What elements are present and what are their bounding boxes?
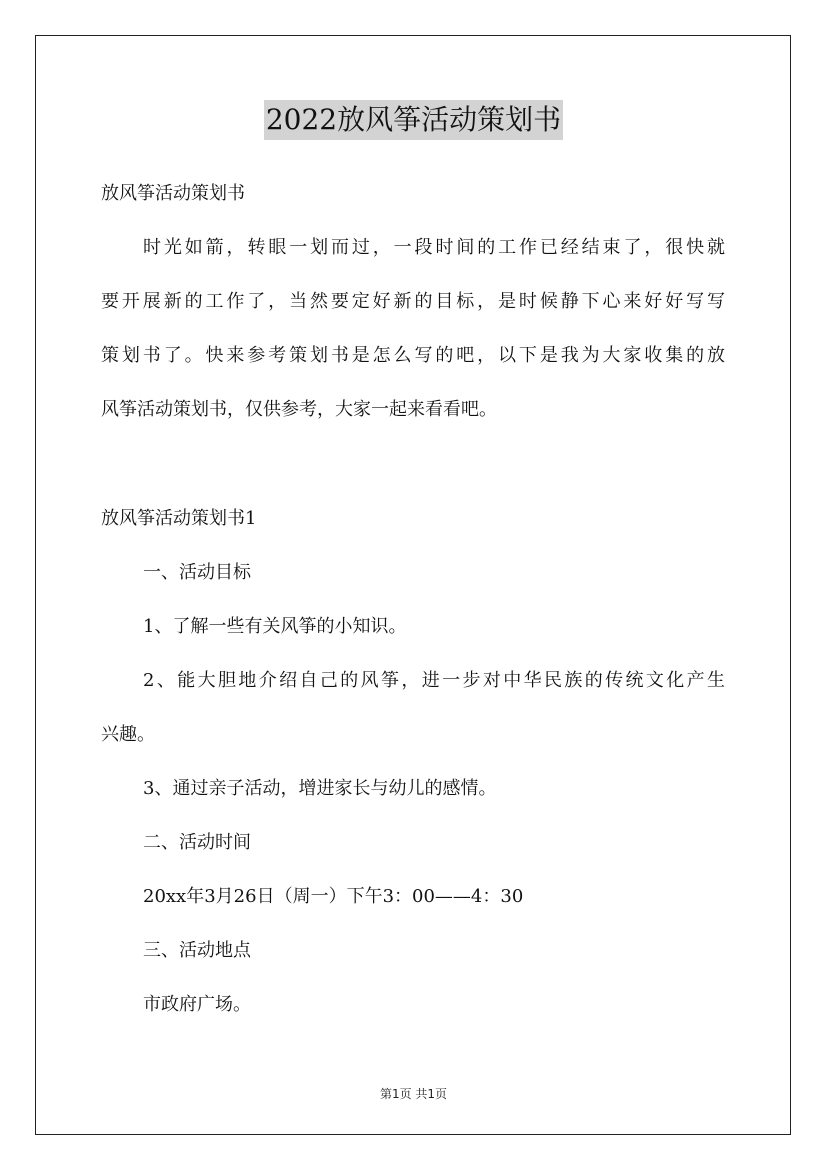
time-text: 20xx年3月26日（周一）下午3：00——4：30 [143,886,524,907]
paragraph-line: 时光如箭，转眼一划而过，一段时间的工作已经结束了，很快就 [143,237,725,258]
title-container [0,100,827,140]
subheading: 一、活动目标 [143,562,251,583]
subheading: 三、活动地点 [143,940,251,961]
document-title: 2022放风筝活动策划书 [264,100,563,140]
list-item-continuation: 兴趣。 [101,724,155,745]
location-text: 市政府广场。 [143,994,251,1015]
list-item: 1、了解一些有关风筝的小知识。 [143,616,407,637]
paragraph-line: 要开展新的工作了，当然要定好新的目标，是时候静下心来好好写写 [101,291,725,312]
page-footer: 第1页 共1页 [379,1087,448,1101]
section-heading: 放风筝活动策划书1 [101,508,257,529]
paragraph-line: 风筝活动策划书，仅供参考，大家一起来看看吧。 [101,399,497,420]
paragraph-line: 策划书了。快来参考策划书是怎么写的吧，以下是我为大家收集的放 [101,345,725,366]
subheading: 二、活动时间 [143,832,251,853]
list-item: 2、能大胆地介绍自己的风筝，进一步对中华民族的传统文化产生 [143,670,725,691]
list-item: 3、通过亲子活动，增进家长与幼儿的感情。 [143,778,497,799]
section-heading: 放风筝活动策划书 [101,183,245,204]
